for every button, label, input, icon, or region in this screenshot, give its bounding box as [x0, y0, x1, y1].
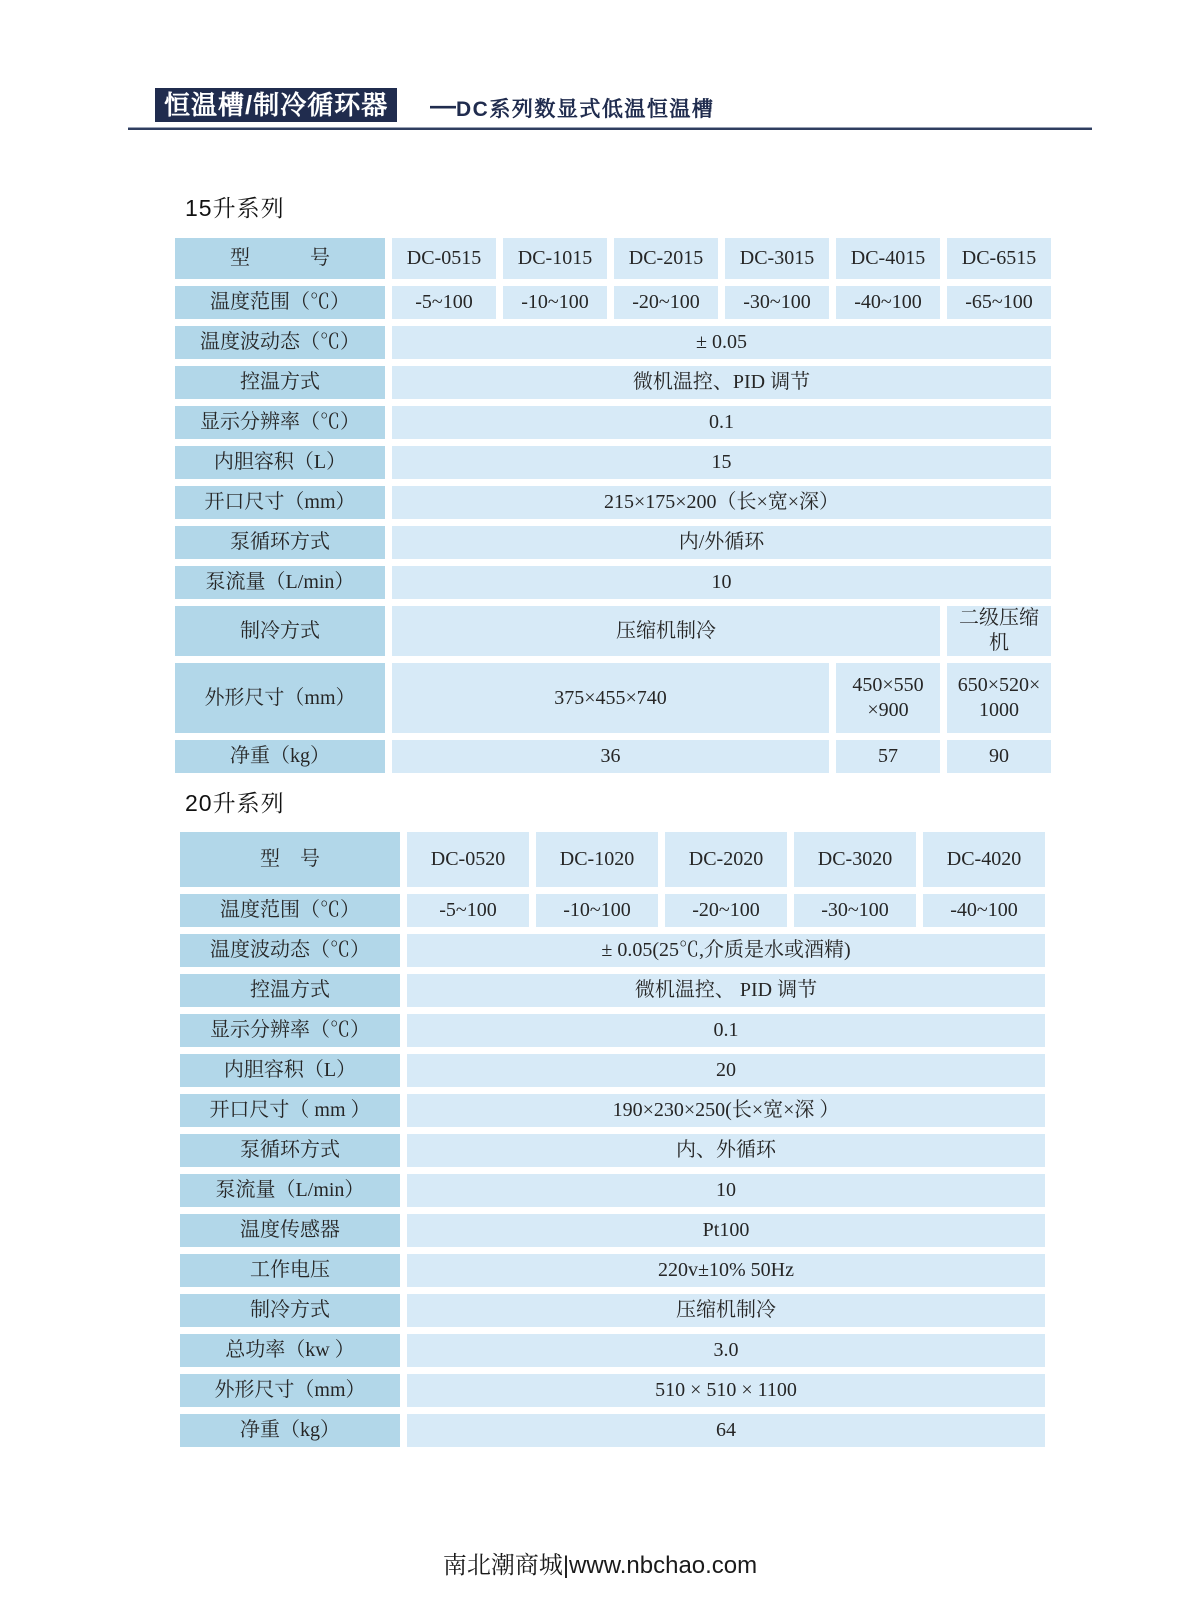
page-title-badge: 恒温槽/制冷循环器 — [155, 88, 397, 122]
cell-value: 215×175×200（长×宽×深） — [392, 486, 1051, 519]
cell-value: -20~100 — [665, 894, 787, 927]
section-title-20l: 20升系列 — [185, 790, 285, 816]
header-rule — [128, 127, 1092, 130]
row-label: 内胆容积（L） — [175, 446, 385, 479]
table-row — [180, 1414, 1045, 1447]
cell-value: 15 — [392, 446, 1051, 479]
cell-value: -10~100 — [536, 894, 658, 927]
row-label: 外形尺寸（mm） — [180, 1374, 400, 1407]
row-label: 控温方式 — [175, 366, 385, 399]
table-row — [175, 566, 1051, 599]
table-row — [180, 1254, 1045, 1287]
cell-value: -5~100 — [392, 286, 496, 319]
table-row — [175, 606, 1051, 656]
row-label: 温度范围（℃） — [180, 894, 400, 927]
cell-value: 压缩机制冷 — [392, 606, 940, 656]
model-name: DC-6515 — [947, 238, 1051, 279]
row-label: 开口尺寸（ mm ） — [180, 1094, 400, 1127]
row-label: 总功率（kw ） — [180, 1334, 400, 1367]
cell-value: 0.1 — [392, 406, 1051, 439]
cell-value: -10~100 — [503, 286, 607, 319]
row-label: 显示分辨率（℃） — [180, 1014, 400, 1047]
cell-value: 10 — [407, 1174, 1045, 1207]
row-label: 泵流量（L/min） — [175, 566, 385, 599]
table-row — [180, 934, 1045, 967]
model-name: DC-1020 — [536, 832, 658, 887]
row-label: 工作电压 — [180, 1254, 400, 1287]
table-15l-wrapper — [168, 231, 1058, 780]
table-row — [180, 1174, 1045, 1207]
row-label: 净重（kg） — [175, 740, 385, 773]
cell-value: 220v±10% 50Hz — [407, 1254, 1045, 1287]
cell-value: -40~100 — [923, 894, 1045, 927]
row-label: 泵流量（L/min） — [180, 1174, 400, 1207]
cell-value: -40~100 — [836, 286, 940, 319]
cell-value: 57 — [836, 740, 940, 773]
table-row — [180, 1294, 1045, 1327]
spec-table-15l — [168, 231, 1058, 780]
cell-value: 0.1 — [407, 1014, 1045, 1047]
table-row — [180, 1334, 1045, 1367]
cell-value: Pt100 — [407, 1214, 1045, 1247]
spec-table-20l — [173, 825, 1052, 1454]
table-row — [175, 740, 1051, 773]
cell-value: 190×230×250(长×宽×深 ） — [407, 1094, 1045, 1127]
cell-value: 内、外循环 — [407, 1134, 1045, 1167]
table-row — [180, 974, 1045, 1007]
page-subtitle: DC系列数显式低温恒温槽 — [456, 98, 715, 121]
cell-value: 微机温控、 PID 调节 — [407, 974, 1045, 1007]
table-row — [175, 526, 1051, 559]
cell-value: 20 — [407, 1054, 1045, 1087]
cell-value: 压缩机制冷 — [407, 1294, 1045, 1327]
cell-value: 36 — [392, 740, 829, 773]
table-row — [175, 406, 1051, 439]
cell-value: 90 — [947, 740, 1051, 773]
row-label: 温度波动态（℃） — [180, 934, 400, 967]
dash-separator: — — [430, 90, 456, 120]
model-name: DC-2020 — [665, 832, 787, 887]
row-label: 净重（kg） — [180, 1414, 400, 1447]
model-name: DC-2015 — [614, 238, 718, 279]
row-label: 显示分辨率（℃） — [175, 406, 385, 439]
cell-line: 1000 — [979, 699, 1019, 721]
model-name: DC-4020 — [923, 832, 1045, 887]
table-row — [175, 486, 1051, 519]
model-name: DC-0520 — [407, 832, 529, 887]
table-row — [175, 238, 1051, 279]
table-row — [175, 286, 1051, 319]
cell-line: 450×550 — [852, 674, 924, 696]
table-20l-wrapper — [173, 825, 1052, 1454]
cell-value: -20~100 — [614, 286, 718, 319]
table-row — [180, 1014, 1045, 1047]
table-row — [180, 894, 1045, 927]
cell-value: 微机温控、PID 调节 — [392, 366, 1051, 399]
table-row — [180, 1374, 1045, 1407]
section-title-15l: 15升系列 — [185, 195, 285, 221]
row-label: 温度范围（℃） — [175, 286, 385, 319]
row-label: 内胆容积（L） — [180, 1054, 400, 1087]
row-label: 温度传感器 — [180, 1214, 400, 1247]
row-label-model: 型 号 — [180, 832, 400, 887]
cell-value — [947, 663, 1051, 733]
row-label-model: 型 号 — [175, 238, 385, 279]
cell-value: 内/外循环 — [392, 526, 1051, 559]
cell-value: 二级压缩机 — [947, 606, 1051, 656]
model-name: DC-4015 — [836, 238, 940, 279]
cell-value: 3.0 — [407, 1334, 1045, 1367]
table-row — [180, 1054, 1045, 1087]
table-row — [180, 1214, 1045, 1247]
cell-value: 375×455×740 — [392, 663, 829, 733]
model-name: DC-3015 — [725, 238, 829, 279]
row-label: 泵循环方式 — [180, 1134, 400, 1167]
row-label: 控温方式 — [180, 974, 400, 1007]
cell-value: ± 0.05(25℃,介质是水或酒精) — [407, 934, 1045, 967]
table-row — [175, 663, 1051, 733]
table-row — [175, 446, 1051, 479]
cell-value: -65~100 — [947, 286, 1051, 319]
table-row — [180, 1094, 1045, 1127]
cell-value: -30~100 — [794, 894, 916, 927]
cell-value: ± 0.05 — [392, 326, 1051, 359]
model-name: DC-1015 — [503, 238, 607, 279]
row-label: 开口尺寸（mm） — [175, 486, 385, 519]
table-row — [180, 1134, 1045, 1167]
model-name: DC-0515 — [392, 238, 496, 279]
cell-line: 650×520× — [957, 674, 1041, 696]
cell-value: -5~100 — [407, 894, 529, 927]
cell-value: 64 — [407, 1414, 1045, 1447]
table-row — [180, 832, 1045, 887]
model-name: DC-3020 — [794, 832, 916, 887]
row-label: 制冷方式 — [180, 1294, 400, 1327]
table-row — [175, 326, 1051, 359]
row-label: 温度波动态（℃） — [175, 326, 385, 359]
cell-line: ×900 — [867, 699, 909, 721]
row-label: 泵循环方式 — [175, 526, 385, 559]
row-label: 外形尺寸（mm） — [175, 663, 385, 733]
cell-value: -30~100 — [725, 286, 829, 319]
cell-value: 10 — [392, 566, 1051, 599]
row-label: 制冷方式 — [175, 606, 385, 656]
footer-watermark: 南北潮商城|www.nbchao.com — [442, 1552, 758, 1579]
cell-value — [836, 663, 940, 733]
cell-value: 510 × 510 × 1100 — [407, 1374, 1045, 1407]
table-row — [175, 366, 1051, 399]
